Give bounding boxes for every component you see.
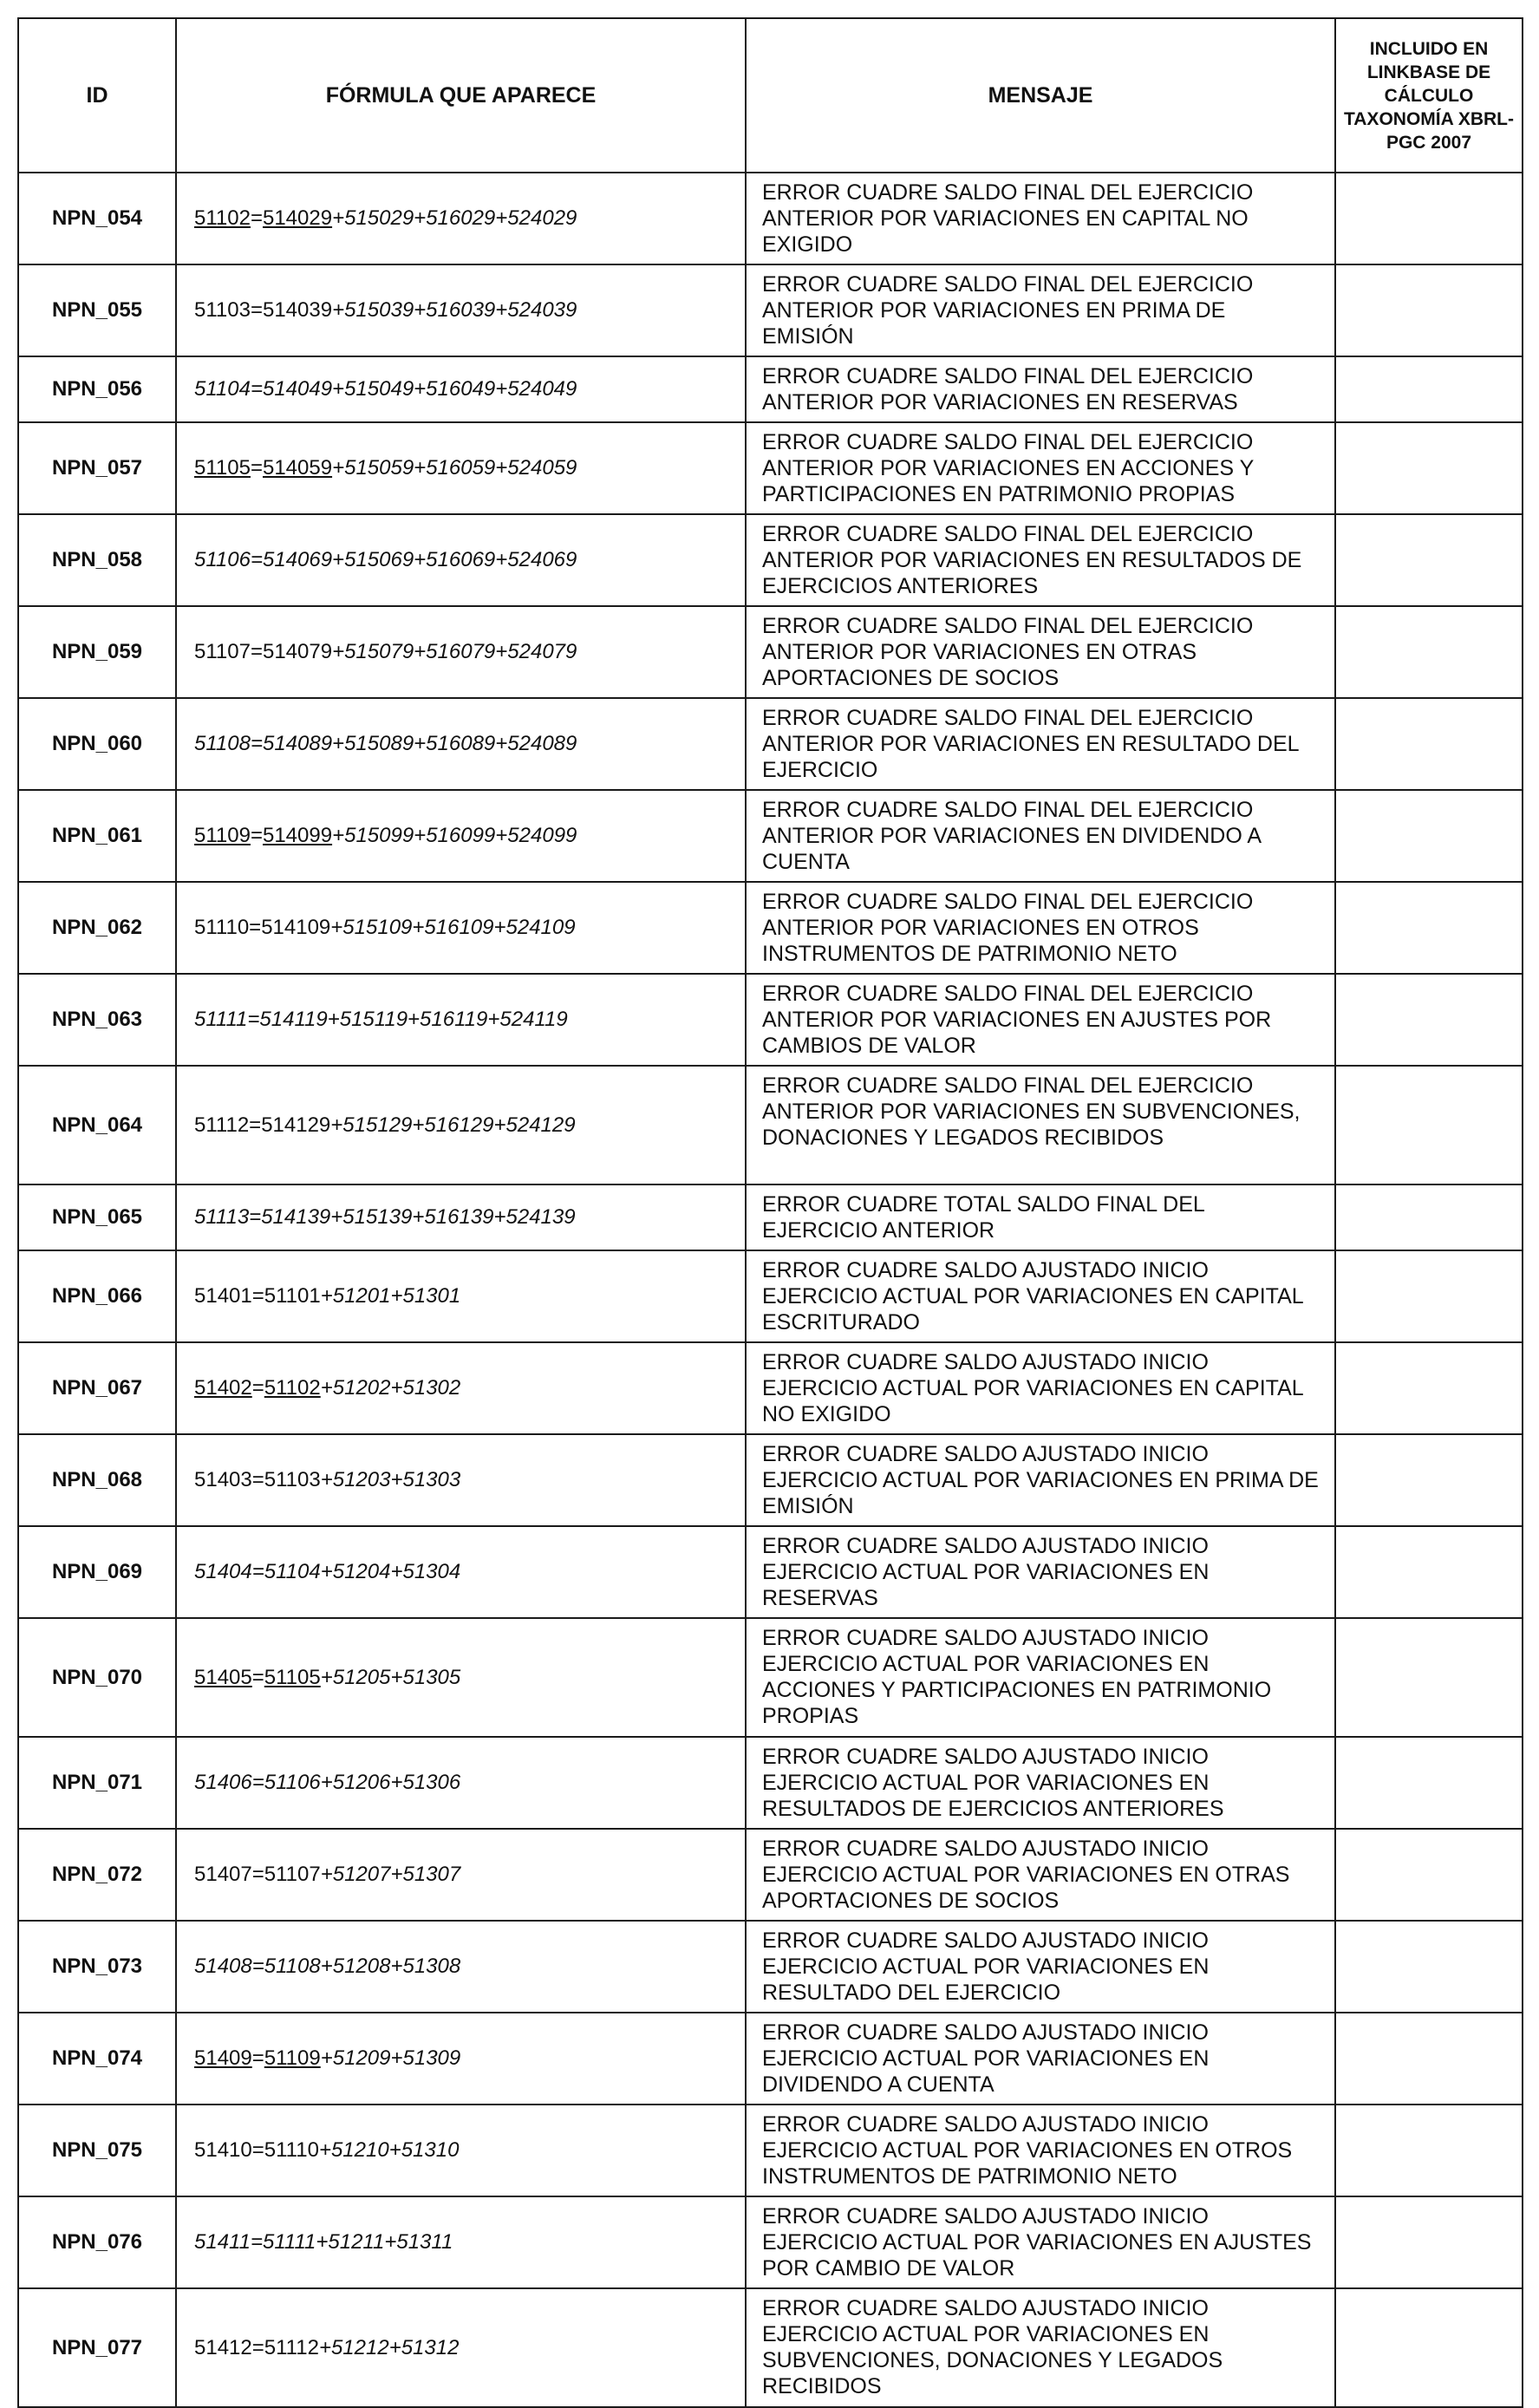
formula-segment: 51406=51106+51206+51306 xyxy=(194,1771,461,1794)
rule-message: ERROR CUADRE SALDO FINAL DEL EJERCICIO ANTERIOR POR VARIACIONES EN SUBVENCIONES, DONACIONES Y LEGADOS RECIBIDOS xyxy=(746,1066,1335,1184)
rule-message: ERROR CUADRE SALDO FINAL DEL EJERCICIO ANTERIOR POR VARIACIONES EN RESERVAS xyxy=(746,356,1335,422)
rule-message: ERROR CUADRE SALDO AJUSTADO INICIO EJERCICIO ACTUAL POR VARIACIONES EN OTROS INSTRUMENTOS DE PATRIMONIO NETO xyxy=(746,2105,1335,2196)
formula-segment: +51205+51305 xyxy=(320,1665,461,1689)
rule-id: NPN_059 xyxy=(18,606,176,698)
rule-id: NPN_066 xyxy=(18,1250,176,1342)
table-body xyxy=(18,173,1523,2407)
rule-message: ERROR CUADRE SALDO AJUSTADO INICIO EJERCICIO ACTUAL POR VARIACIONES EN ACCIONES Y PARTICIPACIONES EN PATRIMONIO PROPIAS xyxy=(746,1618,1335,1737)
rule-included xyxy=(1335,1250,1523,1342)
rule-id: NPN_075 xyxy=(18,2105,176,2196)
rule-id: NPN_077 xyxy=(18,2288,176,2407)
rule-formula xyxy=(176,2196,746,2288)
rule-id: NPN_073 xyxy=(18,1921,176,2013)
rule-message: ERROR CUADRE SALDO FINAL DEL EJERCICIO ANTERIOR POR VARIACIONES EN PRIMA DE EMISIÓN xyxy=(746,264,1335,356)
formula-segment: +515099+516099+524099 xyxy=(332,824,577,847)
formula-segment: 51106=514069+515069+516069+524069 xyxy=(194,548,577,571)
formula-segment: 51403=51103 xyxy=(194,1468,321,1491)
formula-segment: 51113=514139+515139+516139+524139 xyxy=(194,1205,576,1229)
formula-segment: 51109 xyxy=(194,824,251,847)
rule-message: ERROR CUADRE SALDO FINAL DEL EJERCICIO ANTERIOR POR VARIACIONES EN OTROS INSTRUMENTOS DE PATRIMONIO NETO xyxy=(746,882,1335,974)
rule-message: ERROR CUADRE SALDO FINAL DEL EJERCICIO ANTERIOR POR VARIACIONES EN CAPITAL NO EXIGIDO xyxy=(746,173,1335,264)
rule-id: NPN_063 xyxy=(18,974,176,1066)
header-formula: FÓRMULA QUE APARECE xyxy=(176,18,746,173)
rule-included xyxy=(1335,606,1523,698)
validation-rules-table xyxy=(17,17,1523,2408)
rule-included xyxy=(1335,1737,1523,1829)
formula-segment: = xyxy=(251,1376,264,1400)
rule-id: NPN_070 xyxy=(18,1618,176,1737)
rule-message: ERROR CUADRE SALDO AJUSTADO INICIO EJERCICIO ACTUAL POR VARIACIONES EN DIVIDENDO A CUENTA xyxy=(746,2013,1335,2105)
rule-included xyxy=(1335,422,1523,514)
rule-id: NPN_058 xyxy=(18,514,176,606)
formula-segment: 51410=51110 xyxy=(194,2138,319,2162)
formula-segment: = xyxy=(250,824,263,847)
formula-segment: 51110=514109 xyxy=(194,916,331,939)
rule-message: ERROR CUADRE SALDO AJUSTADO INICIO EJERCICIO ACTUAL POR VARIACIONES EN AJUSTES POR CAMBIO DE VALOR xyxy=(746,2196,1335,2288)
formula-segment: 51105 xyxy=(194,456,251,480)
table-row xyxy=(18,1434,1523,1526)
rule-message: ERROR CUADRE SALDO AJUSTADO INICIO EJERCICIO ACTUAL POR VARIACIONES EN RESERVAS xyxy=(746,1526,1335,1618)
formula-segment: 51402 xyxy=(194,1376,252,1400)
formula-segment: = xyxy=(251,2046,264,2070)
rule-message: ERROR CUADRE SALDO AJUSTADO INICIO EJERCICIO ACTUAL POR VARIACIONES EN RESULTADOS DE EJERCICIOS ANTERIORES xyxy=(746,1737,1335,1829)
rule-included xyxy=(1335,1434,1523,1526)
rule-formula xyxy=(176,173,746,264)
rule-id: NPN_056 xyxy=(18,356,176,422)
rule-included xyxy=(1335,2288,1523,2407)
table-row xyxy=(18,422,1523,514)
rule-included xyxy=(1335,1066,1523,1184)
table-row xyxy=(18,606,1523,698)
rule-message: ERROR CUADRE SALDO AJUSTADO INICIO EJERCICIO ACTUAL POR VARIACIONES EN OTRAS APORTACIONES DE SOCIOS xyxy=(746,1829,1335,1921)
formula-segment: = xyxy=(251,1665,264,1689)
formula-segment: +51209+51309 xyxy=(320,2046,461,2070)
formula-segment: 51405 xyxy=(194,1665,252,1689)
rule-message: ERROR CUADRE SALDO FINAL DEL EJERCICIO ANTERIOR POR VARIACIONES EN RESULTADO DEL EJERCICIO xyxy=(746,698,1335,790)
rule-formula xyxy=(176,1434,746,1526)
rule-message: ERROR CUADRE TOTAL SALDO FINAL DEL EJERCICIO ANTERIOR xyxy=(746,1184,1335,1250)
rule-id: NPN_069 xyxy=(18,1526,176,1618)
rule-formula xyxy=(176,698,746,790)
rule-included xyxy=(1335,1829,1523,1921)
rule-included xyxy=(1335,974,1523,1066)
rule-id: NPN_065 xyxy=(18,1184,176,1250)
rule-formula xyxy=(176,606,746,698)
rule-formula xyxy=(176,1250,746,1342)
formula-segment: +51210+51310 xyxy=(318,2138,460,2162)
rule-formula xyxy=(176,1184,746,1250)
table-row xyxy=(18,1829,1523,1921)
rule-included xyxy=(1335,264,1523,356)
formula-segment: = xyxy=(250,206,263,230)
rule-formula xyxy=(176,974,746,1066)
rule-id: NPN_057 xyxy=(18,422,176,514)
table-row xyxy=(18,1526,1523,1618)
formula-segment: 51102 xyxy=(194,206,251,230)
formula-segment: 51411=51111+51211+51311 xyxy=(194,2230,453,2254)
table-row xyxy=(18,2105,1523,2196)
formula-segment: 514099 xyxy=(262,824,333,847)
rule-message: ERROR CUADRE SALDO AJUSTADO INICIO EJERCICIO ACTUAL POR VARIACIONES EN PRIMA DE EMISIÓN xyxy=(746,1434,1335,1526)
formula-segment: 514059 xyxy=(262,456,333,480)
table-row xyxy=(18,514,1523,606)
table-row xyxy=(18,2196,1523,2288)
formula-segment: 51408=51108+51208+51308 xyxy=(194,1954,461,1978)
rule-formula xyxy=(176,2105,746,2196)
rule-message: ERROR CUADRE SALDO AJUSTADO INICIO EJERCICIO ACTUAL POR VARIACIONES EN CAPITAL NO EXIGIDO xyxy=(746,1342,1335,1434)
formula-segment: 51103=514039 xyxy=(194,298,333,322)
rule-formula xyxy=(176,1921,746,2013)
table-row xyxy=(18,264,1523,356)
formula-segment: +51203+51303 xyxy=(320,1468,461,1491)
rule-id: NPN_071 xyxy=(18,1737,176,1829)
formula-segment: +515039+516039+524039 xyxy=(332,298,577,322)
table-row xyxy=(18,1066,1523,1184)
formula-segment: +51201+51301 xyxy=(320,1284,461,1308)
rule-formula xyxy=(176,1066,746,1184)
header-included: INCLUIDO EN LINKBASE DE CÁLCULO TAXONOMÍA XBRL-PGC 2007 xyxy=(1335,18,1523,173)
table-header-row xyxy=(18,18,1523,173)
rule-formula xyxy=(176,356,746,422)
rule-formula xyxy=(176,1342,746,1434)
formula-segment: 51112=514129 xyxy=(194,1113,331,1137)
rule-included xyxy=(1335,1526,1523,1618)
formula-segment: +515129+516129+524129 xyxy=(330,1113,576,1137)
rule-id: NPN_054 xyxy=(18,173,176,264)
rule-id: NPN_060 xyxy=(18,698,176,790)
rule-formula xyxy=(176,264,746,356)
rule-message: ERROR CUADRE SALDO AJUSTADO INICIO EJERCICIO ACTUAL POR VARIACIONES EN CAPITAL ESCRITURADO xyxy=(746,1250,1335,1342)
table-row xyxy=(18,790,1523,882)
table-row xyxy=(18,1618,1523,1737)
rule-formula xyxy=(176,1829,746,1921)
rule-included xyxy=(1335,882,1523,974)
formula-segment: 51407=51107 xyxy=(194,1863,321,1886)
formula-segment: +515059+516059+524059 xyxy=(332,456,577,480)
rule-formula xyxy=(176,2013,746,2105)
rule-formula xyxy=(176,1526,746,1618)
rule-included xyxy=(1335,1342,1523,1434)
formula-segment: 51107=514079 xyxy=(194,640,333,663)
rule-included xyxy=(1335,790,1523,882)
formula-segment: 514029 xyxy=(262,206,333,230)
rule-id: NPN_076 xyxy=(18,2196,176,2288)
rule-included xyxy=(1335,1618,1523,1737)
rule-message: ERROR CUADRE SALDO FINAL DEL EJERCICIO ANTERIOR POR VARIACIONES EN AJUSTES POR CAMBIOS DE VALOR xyxy=(746,974,1335,1066)
rule-message: ERROR CUADRE SALDO FINAL DEL EJERCICIO ANTERIOR POR VARIACIONES EN DIVIDENDO A CUENTA xyxy=(746,790,1335,882)
table-row xyxy=(18,1342,1523,1434)
rule-id: NPN_074 xyxy=(18,2013,176,2105)
formula-segment: 51401=51101 xyxy=(194,1284,321,1308)
header-id: ID xyxy=(18,18,176,173)
rule-message: ERROR CUADRE SALDO AJUSTADO INICIO EJERCICIO ACTUAL POR VARIACIONES EN SUBVENCIONES, DONACIONES Y LEGADOS RECIBIDOS xyxy=(746,2288,1335,2407)
formula-segment: 51108=514089+515089+516089+524089 xyxy=(194,732,577,755)
formula-segment: 51409 xyxy=(194,2046,252,2070)
formula-segment: +51207+51307 xyxy=(320,1863,461,1886)
rule-formula xyxy=(176,422,746,514)
formula-segment: = xyxy=(250,456,263,480)
formula-segment: +515079+516079+524079 xyxy=(332,640,577,663)
table-row xyxy=(18,2288,1523,2407)
formula-segment: 51111=514119+515119+516119+524119 xyxy=(194,1008,568,1031)
formula-segment: 51104=514049+515049+516049+524049 xyxy=(194,377,577,401)
table-row xyxy=(18,1250,1523,1342)
rule-included xyxy=(1335,698,1523,790)
formula-segment: +51212+51312 xyxy=(318,2335,460,2359)
table-row xyxy=(18,173,1523,264)
rule-included xyxy=(1335,356,1523,422)
table-row xyxy=(18,2013,1523,2105)
rule-id: NPN_061 xyxy=(18,790,176,882)
formula-segment: +515029+516029+524029 xyxy=(332,206,577,230)
rule-message: ERROR CUADRE SALDO FINAL DEL EJERCICIO ANTERIOR POR VARIACIONES EN ACCIONES Y PARTICIPACIONES EN PATRIMONIO PROPIAS xyxy=(746,422,1335,514)
rule-included xyxy=(1335,2013,1523,2105)
document-page xyxy=(17,17,1522,2408)
rule-id: NPN_068 xyxy=(18,1434,176,1526)
header-message: MENSAJE xyxy=(746,18,1335,173)
rule-included xyxy=(1335,173,1523,264)
rule-id: NPN_064 xyxy=(18,1066,176,1184)
rule-formula xyxy=(176,2288,746,2407)
formula-segment: 51404=51104+51204+51304 xyxy=(194,1560,461,1583)
formula-segment: 51105 xyxy=(264,1665,321,1689)
rule-id: NPN_062 xyxy=(18,882,176,974)
rule-included xyxy=(1335,514,1523,606)
rule-id: NPN_067 xyxy=(18,1342,176,1434)
rule-included xyxy=(1335,2105,1523,2196)
rule-message: ERROR CUADRE SALDO AJUSTADO INICIO EJERCICIO ACTUAL POR VARIACIONES EN RESULTADO DEL EJERCICIO xyxy=(746,1921,1335,2013)
rule-formula xyxy=(176,1737,746,1829)
formula-segment: 51102 xyxy=(264,1376,321,1400)
formula-segment: 51109 xyxy=(264,2046,321,2070)
rule-id: NPN_055 xyxy=(18,264,176,356)
table-row xyxy=(18,882,1523,974)
rule-formula xyxy=(176,514,746,606)
rule-formula xyxy=(176,790,746,882)
formula-segment: 51412=51112 xyxy=(194,2335,319,2359)
rule-formula xyxy=(176,1618,746,1737)
rule-included xyxy=(1335,2196,1523,2288)
table-row xyxy=(18,1184,1523,1250)
table-row xyxy=(18,1737,1523,1829)
rule-id: NPN_072 xyxy=(18,1829,176,1921)
table-row xyxy=(18,698,1523,790)
table-row xyxy=(18,974,1523,1066)
rule-message: ERROR CUADRE SALDO FINAL DEL EJERCICIO ANTERIOR POR VARIACIONES EN OTRAS APORTACIONES DE SOCIOS xyxy=(746,606,1335,698)
table-row xyxy=(18,1921,1523,2013)
rule-included xyxy=(1335,1921,1523,2013)
rule-message: ERROR CUADRE SALDO FINAL DEL EJERCICIO ANTERIOR POR VARIACIONES EN RESULTADOS DE EJERCICIOS ANTERIORES xyxy=(746,514,1335,606)
rule-formula xyxy=(176,882,746,974)
table-row xyxy=(18,356,1523,422)
formula-segment: +515109+516109+524109 xyxy=(330,916,576,939)
rule-included xyxy=(1335,1184,1523,1250)
formula-segment: +51202+51302 xyxy=(320,1376,461,1400)
